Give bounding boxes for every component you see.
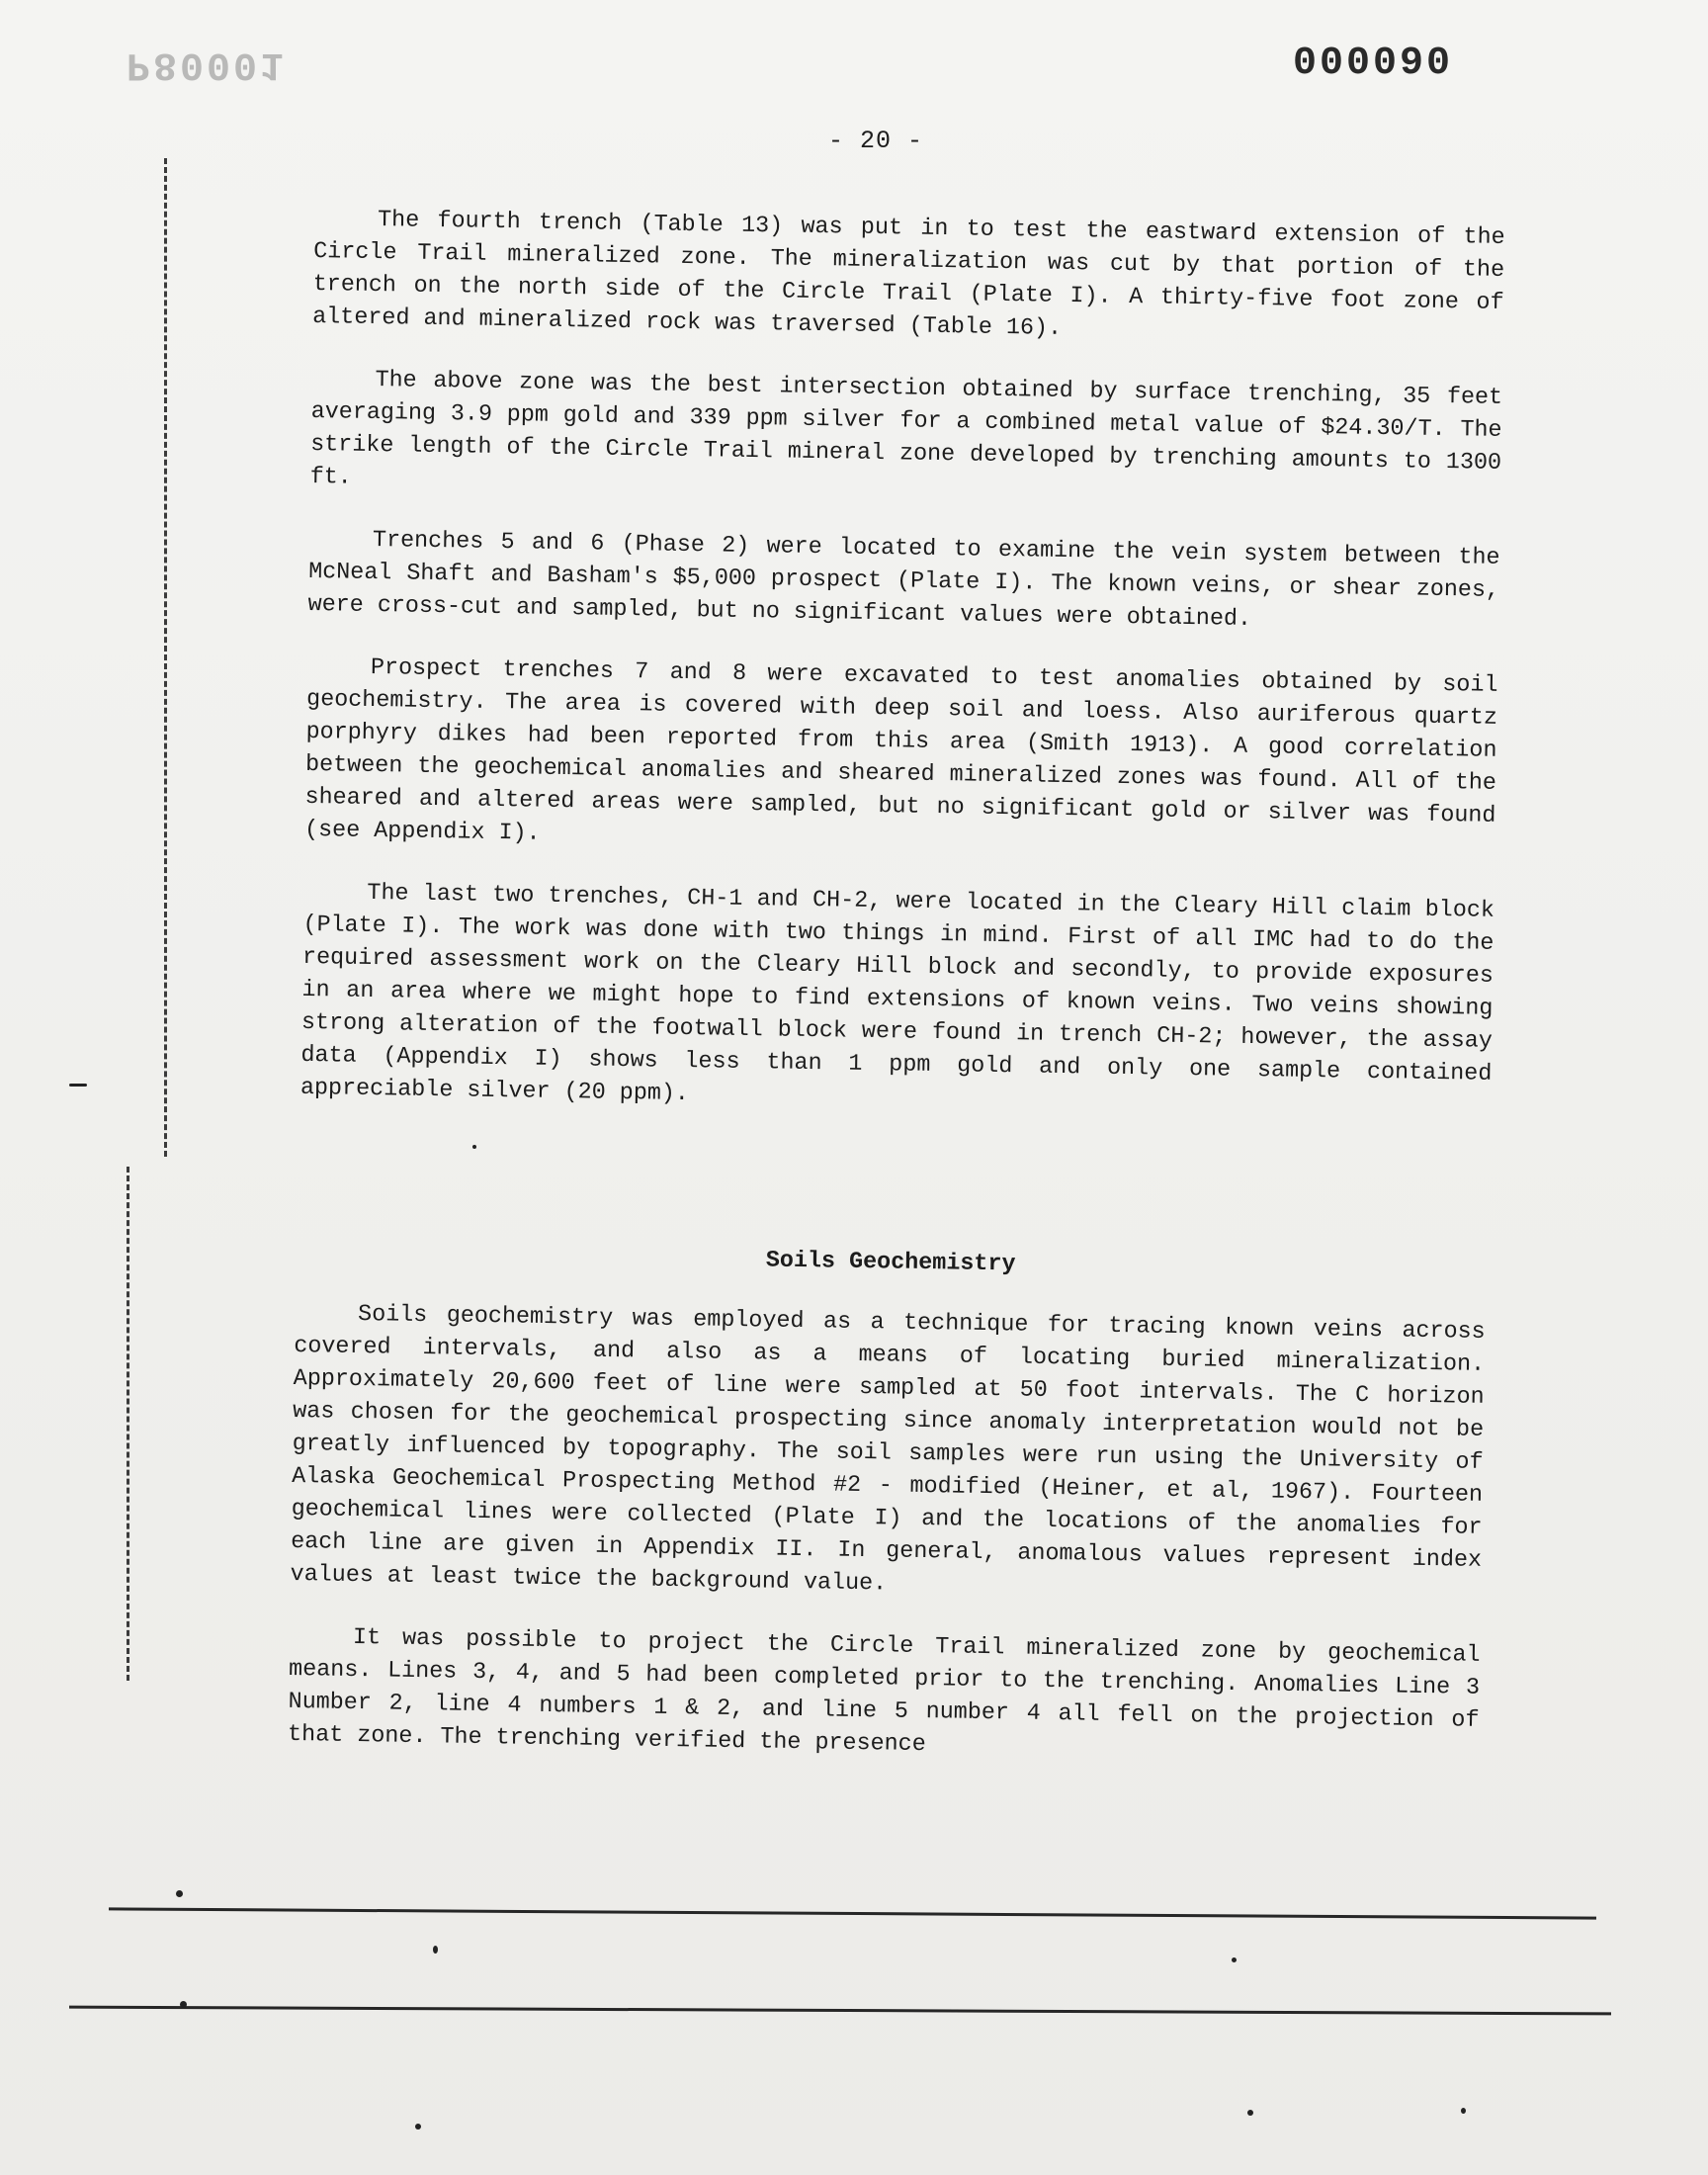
horizontal-rule <box>109 1907 1596 1919</box>
scan-speck <box>1247 2110 1253 2116</box>
paragraph: It was possible to project the Circle Trail mineralized zone by geochemical means. Lines 3, 4, and 5 had been completed prior to the trenching. Anomalies Line 3 Number 2, line 4 numbers 1 & 2, and line 5 number 4 all fell on the projection of that zone. The trenching verified the presence <box>287 1624 1481 1759</box>
paragraph: The above zone was the best intersection obtained by surface trenching, 35 feet averaging 3.9 ppm gold and 339 ppm silver for a combined metal value of $24.30/T. The strike length of the Circle Trail mineral zone developed by trenching amounts to 1300 ft. <box>309 367 1503 491</box>
body-text-lower <box>287 1174 1487 1800</box>
scan-speck <box>180 2001 187 2008</box>
scan-speck <box>415 2124 421 2130</box>
scan-speck <box>1461 2108 1466 2114</box>
document-stamp-left: P80001 <box>127 42 288 86</box>
paragraph: Prospect trenches 7 and 8 were excavated to test anomalies obtained by soil geochemistry. The area is covered with deep soil and loess. Also auriferous quartz porphyry dikes had been reported from this area (Smith 1913). A good correlation between the geochemical anomalies and sheared mineralized zones was found. All of the sheared and altered areas were sampled, but no significant gold or silver was found (see Appendix I). <box>303 654 1498 847</box>
paragraph: Soils geochemistry was employed as a technique for tracing known veins across covered intervals, and also as a means of locating buried mineralization. Approximately 20,600 feet of line were sampled at 50 foot intervals. The C horizon was chosen for the geochemical prospecting since anomaly interpretation would not be greatly influenced by topography. The soil samples were run using the University of Alaska Geochemical Prospecting Method #2 - modified (Heiner, et al, 1967). Fourteen geochemical lines were collected (Plate I) and the locations of the anomalies for each line are given in Appendix II. In general, anomalous values represent index values at least twice the background value. <box>290 1301 1486 1598</box>
scan-speck <box>69 1084 87 1087</box>
paragraph: Trenches 5 and 6 (Phase 2) were located to examine the vein system between the McNeal Shaft and Basham's $5,000 prospect (Plate I). The known veins, or shear zones, were cross-cut and sampled, but no significant values were obtained. <box>307 527 1500 633</box>
scan-speck <box>176 1890 183 1897</box>
scan-speck <box>472 1145 476 1149</box>
document-stamp-right: 000090 <box>1293 42 1454 86</box>
paragraph: The last two trenches, CH-1 and CH-2, were located in the Cleary Hill claim block (Plate I). The work was done with two things in mind. First of all IMC had to do the required assessment work on the Cleary Hill block and secondly, to provide exposures in an area where we might hope to find extensions of known veins. Two veins showing strong alteration of the footwall block were found in trench CH-2; however, the assay data (Appendix I) shows less than 1 ppm gold and only one sample contained appreciable silver (20 ppm). <box>299 880 1495 1108</box>
page-number: - 20 - <box>828 127 924 155</box>
scan-speck <box>1232 1958 1237 1962</box>
scan-speck <box>433 1946 438 1954</box>
body-text-upper <box>299 204 1505 1154</box>
margin-mark <box>164 158 167 1157</box>
paragraph: The fourth trench (Table 13) was put in to test the eastward extension of the Circle Trail mineralized zone. The mineralization was cut by that portion of the trench on the north side of the Circle Trail (Plate I). A thirty-five foot zone of altered and mineralized rock was traversed (Table 16). <box>311 208 1505 342</box>
horizontal-rule <box>69 2006 1611 2016</box>
margin-mark <box>127 1167 129 1681</box>
section-heading: Soils Geochemistry <box>765 1248 1016 1278</box>
